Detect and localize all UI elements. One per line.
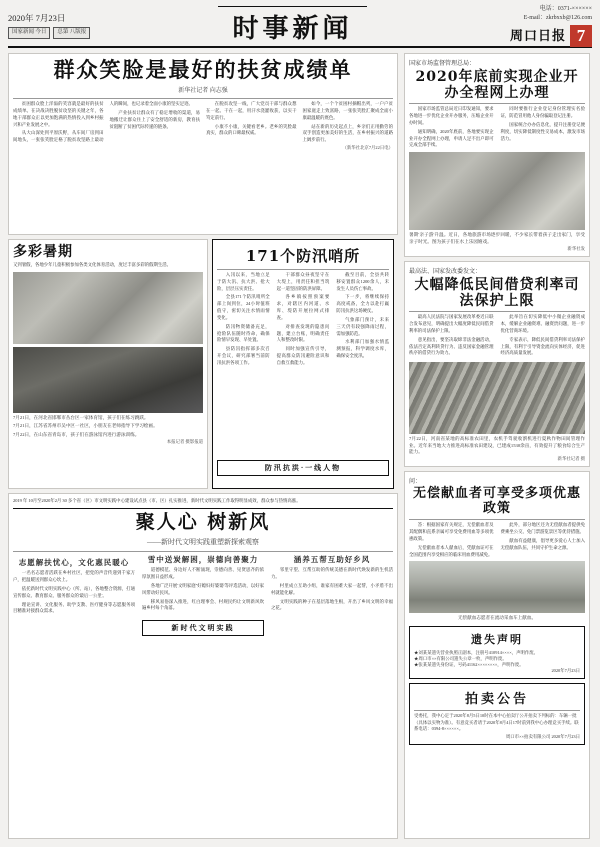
lost-notice-line-0: ★刘某某遗失营业执照正副本，注册号410914××××，声明作废。 <box>414 649 539 655</box>
lead-p-4: 小康不小康，关键看老乡。老乡的笑脸最真实，群众的口碑最权威。 <box>206 123 297 136</box>
rate-photo <box>409 362 585 434</box>
feature-headline: 聚人心 树新风 <box>135 510 271 533</box>
feature-article <box>8 493 398 839</box>
flood-p-2: 防汛物资储备充足，抢险队伍随时待命，确保险情早发现、早处置。 <box>217 323 270 343</box>
lead-p-3: 在脱贫攻坚一线，广大党员干部与群众想在一起、干在一起，用汗水浇灌收获，以实干笃定前行。 <box>206 101 297 120</box>
auction-ad <box>409 683 585 745</box>
rate-p-0: 最高人民法院与国家发展改革委近日联合发布意见，明确提出大幅度降低民间借贷利率的司法保护上限。 <box>409 314 494 333</box>
auction-title: 拍卖公告 <box>464 691 529 707</box>
flood-box <box>212 239 394 489</box>
blood-p-2: 此外，部分地区还为无偿献血者提供免费乘坐公交、免门票游览景区等优待措施。 <box>500 522 585 535</box>
feature-s0-p1: 依托新时代文明实践中心（所、站），各地整合资源，打通宣传群众、教育群众、服务群众的'最后一公里'。 <box>13 585 135 598</box>
blood-eyebrow: 问： <box>409 479 422 486</box>
page-number: 7 <box>570 25 592 47</box>
gov-body <box>409 106 585 149</box>
badge-1: 总第 八版报 <box>53 27 90 38</box>
blood-photo <box>409 561 585 613</box>
contact-phone: 电话：0371-×××××× <box>539 6 592 12</box>
masthead-left <box>8 13 158 38</box>
masthead-badges <box>8 27 158 38</box>
feature-s1-p0: 道德模范、身边好人不断涌现，崇德向善、见贤思齐的浓厚氛围日益形成。 <box>142 567 264 580</box>
gov-photo <box>409 152 585 230</box>
gov-p-3: 国家统合办办信息化，提升注册登记便利度，切实降低制度性交易成本，激发市场活力。 <box>500 121 585 141</box>
gov-p-0: 国家市场监管总局近日印发通知，要求各地进一步优化企业开办服务，压缩企业开办时间。 <box>409 106 494 125</box>
auction-text: 受委托，我中心定于2020年8月5日10时在本中心拍卖厅公开拍卖下列标的：车辆一批（具体以实物为准）。有意竞买者请于2020年8月4日17时前到我中心办理竞买手续。联系电话：0394-8××××××。 <box>414 713 579 731</box>
publication-date: 2020年 7月23日 <box>8 13 66 24</box>
lead-byline: 新华社记者 向志强 <box>178 88 228 95</box>
lead-p-6: 站在新的历史起点上，乡亲们正用勤劳的双手创造更加美好的生活，在乡村振兴的道路上阔步前行。 <box>302 123 393 143</box>
feature-section-2-title: 涵养五帮互助好乡风 <box>293 554 371 564</box>
gallery-photo-1 <box>13 272 203 344</box>
flood-p-10: 气象部门预计，未来三天仍有较强降雨过程，需加强防范。 <box>336 316 389 336</box>
lead-p-0: 贫困群众脸上洋溢的笑容就是最好的扶贫成绩单。在决战决胜脱贫攻坚的关键之年，各地干部群众正以更加饱满的热情投入到乡村振兴和产业发展之中。 <box>13 101 104 127</box>
flood-tagline: 防汛抗洪·一线人物 <box>217 460 389 476</box>
middle-row <box>8 239 398 489</box>
feature-section-1-title: 雪中送炭解困，崇德向善聚力 <box>147 554 259 564</box>
masthead <box>8 6 592 48</box>
gov-article <box>404 53 590 257</box>
feature-s1-p1: 各地广泛开展'文明家庭''好媳妇好婆婆'等评选活动，以好家风带动好民风。 <box>142 582 264 595</box>
rate-photo-caption: 7月22日，河南省某地的高标准农田里，农机手驾驶收割机进行夏秋作物田间管理作业。近年来当地大力推进高标准农田建设，已建成1530余亩，有效提升了粮食综合生产能力。 <box>409 436 585 454</box>
gallery-caption-0: 7月21日，在河北省邯郸市丛台区一家体育馆，孩子们在练习跳跃。 <box>13 414 149 420</box>
blood-p-1: 无偿献血者本人献血后，凭献血证可在全国范围内享受相应的临床用血费用减免。 <box>409 544 494 557</box>
blood-p-0: 答：根据国家有关规定，无偿献血者及其配偶和直系亲属可享受免费用血等多项优惠政策。 <box>409 522 494 541</box>
rate-body <box>409 314 585 359</box>
paper-name: 周口日报 <box>509 28 566 44</box>
flood-p-0: 入汛以来，当地立足于防大汛、抗大洪、抢大险，层层压实责任。 <box>217 272 270 291</box>
feature-tagline: 新时代文明实践 <box>142 620 264 636</box>
lead-body <box>13 101 393 144</box>
blood-photo-caption: 无偿献血志愿者在流动采血车上献血。 <box>457 615 537 621</box>
gallery-photo-2 <box>13 347 203 413</box>
feature-section-0-title: 志愿解扶忧心，文化惠民暖心 <box>18 557 130 567</box>
gallery-caption-1: 7月21日，江苏省苏州市吴中区一社区，小朋友在老师指导下学习绘画。 <box>13 423 158 429</box>
lost-notice-line-1: ★周口市××有限公司遗失公章一枚，声明作废。 <box>414 656 507 662</box>
flood-p-6: 对排查发现的隐患问题，建立台账，明确责任人和整改时限。 <box>276 323 330 343</box>
blood-headline: 无偿献血者可享受多项优惠政策 <box>412 486 581 517</box>
lead-article <box>8 53 398 235</box>
lead-p-2: 产业扶贫让群众有了稳定增收的渠道，易地搬迁让群众住上了安全舒适的新房，教育扶贫阻断了贫困代际传递的链条。 <box>109 109 200 129</box>
lost-notice-line-2: ★张某某遗失身份证，号码41162××××××××，声明作废。 <box>414 662 524 668</box>
gov-photo-caption: 暑期'亲子游'升温。近日，各地旅游市场逐步回暖，不少家长带着孩子走出家门，享受亲子时光。图为孩子们在水上乐园嬉戏。 <box>409 232 585 244</box>
flood-p-3: 县防汛指挥部多次召开会议，研究部署当前防汛抗洪各项工作。 <box>217 346 270 365</box>
gov-credit: 新华社发 <box>567 246 585 251</box>
flood-p-11: 水利部门加强水情监测预报，科学调度水库，确保安全度汛。 <box>336 339 389 359</box>
paper-identity <box>427 25 592 47</box>
feature-s0-p2: 理论宣讲、文化服务、助学支教、医疗健身等志愿服务项目精准对接群众需求。 <box>13 601 135 614</box>
flood-p-1: 全县171个防汛哨所全部上岗到位，24小时值班值守，密切关注水情雨情变化。 <box>217 294 270 320</box>
feature-s1-p2: 移风易俗深入推进，红白理事会、村规民约让文明新风吹遍乡村每个角落。 <box>142 598 264 611</box>
flood-p-4: 干部群众昼夜坚守在大堤上，用责任和担当筑起一道坚固的防洪屏障。 <box>276 272 330 291</box>
flood-p-7: 同时加强宣传引导，提高群众防汛避险意识和自救互救能力。 <box>276 346 330 365</box>
gallery-intro: 又到暑假，各地少年儿童积极参加各类文化体育活动，度过丰富多彩的假期生活。 <box>13 262 172 268</box>
rate-p-1: 意见指出，要坚决取缔非法金融活动，依法否定高利转贷行为、违反国家金融管理秩序的借贷行为效力。 <box>409 336 494 356</box>
rate-credit: 新华社记者 摄 <box>557 456 585 462</box>
masthead-title <box>158 6 427 47</box>
masthead-right <box>427 5 592 47</box>
flood-p-5: 各乡镇按照预案要求，对辖区内河道、水库、堤防开展拉网式排查。 <box>276 294 330 320</box>
flood-title: 171个防汛哨所 <box>245 247 361 265</box>
feature-s2-p2: 文明实践的种子在基层落地生根，开出了乡风文明的幸福之花。 <box>271 598 393 611</box>
flood-body <box>217 272 389 457</box>
contact-mail: E-mail：zkrbxxb@126.com <box>523 15 592 21</box>
flood-p-9: 下一步，将继续保持高度戒备，全力以赴打赢防汛抗洪这场硬仗。 <box>336 294 389 314</box>
right-column <box>404 53 590 839</box>
gallery-title: 多彩暑期 <box>13 244 73 260</box>
blood-body <box>409 522 585 558</box>
feature-s2-p1: 村里成立互助小组，谁家有困难大家一起帮，小矛盾不出村就能化解。 <box>271 582 393 595</box>
gov-eyebrow: 国家市场监督管理总局： <box>409 61 476 67</box>
rate-p-3: 专家表示，降低民间借贷利率司法保护上限，有利于引导资金流向实体经济，促进经济高质量发展。 <box>500 336 585 356</box>
left-column <box>8 53 398 839</box>
rate-p-2: 此举旨在切实降低中小微企业融资成本，缓解企业融资难、融资贵问题，进一步优化营商环境。 <box>500 314 585 333</box>
feature-s0-p0: 一名名志愿者活跃在乡村社区，把党的声音传递到千家万户，把温暖送到群众心坎上。 <box>13 570 135 583</box>
rate-eyebrow: 最高法、国家发改委发文： <box>409 269 482 275</box>
gallery-block <box>8 239 208 489</box>
flood-p-8: 截至目前，全县共转移安置群众1200余人，未发生人员伤亡事故。 <box>336 272 389 291</box>
gov-headline: 2020年底前实现企业开办全程网上办理 <box>415 69 579 102</box>
lost-notice-title: 遗失声明 <box>471 633 523 646</box>
masthead-title-text: 时事新闻 <box>218 6 366 47</box>
lost-notice-date: 2020年7月23日 <box>551 668 580 674</box>
auction-sign: 周口市××拍卖有限公司 2020年7月23日 <box>505 733 580 739</box>
blood-article <box>404 471 590 839</box>
gov-p-1: 通知明确，2020年底前，各地要实现企业开办全程网上办理，申请人足不出户即可完成全部手续。 <box>409 128 494 148</box>
lead-dateline: （新华社北京7月22日电） <box>342 145 393 151</box>
blood-p-3: 献血有益健康，倡导更多爱心人士加入无偿献血队伍，共同守护生命之源。 <box>500 537 585 550</box>
lead-p-5: 如今，一个个贫困村摘帽出列，一户户贫困家庭走上致富路，一张张笑脸汇聚成全面小康最温暖的底色。 <box>302 101 393 120</box>
rate-article <box>404 261 590 467</box>
feature-s2-p0: 邻里守望、互帮互助的传统美德在新时代焕发新的生机活力。 <box>271 567 393 580</box>
rate-headline: 大幅降低民间借贷利率司法保护上限 <box>414 277 580 310</box>
feature-body <box>13 554 393 616</box>
badge-0: 国家新闻 今日 <box>8 27 50 38</box>
gov-p-2: 同时要推行企业登记身份管理实名验证，防范冒用他人身份骗取登记注册。 <box>500 106 585 119</box>
feature-eyebrow: 2019 年 10月至2020年2月 30 多个省（区）市文明实践中心建设试点县（市、区）扎实推进，新时代文明实践工作取得明显成效，群众参与热情高涨。 <box>13 498 301 503</box>
lead-p-1: 从大山深处到平原沃野，从车间厂房到田间地头，一张张笑脸定格了脱贫攻坚路上最动人的瞬间，也记录着全面小康的坚实足迹。 <box>13 101 193 143</box>
page-body <box>8 53 592 839</box>
lost-notice-ad <box>409 626 585 680</box>
feature-subhead: ——新时代文明实践重塑新探索观察 <box>147 537 259 546</box>
lead-headline: 群众笑脸是最好的扶贫成绩单 <box>53 57 353 82</box>
gallery-credit: 本报记者 摄影报道 <box>166 439 203 445</box>
gallery-caption-2: 7月22日，在山东省青岛市，孩子们在游泳馆内进行游泳训练。 <box>13 431 140 437</box>
